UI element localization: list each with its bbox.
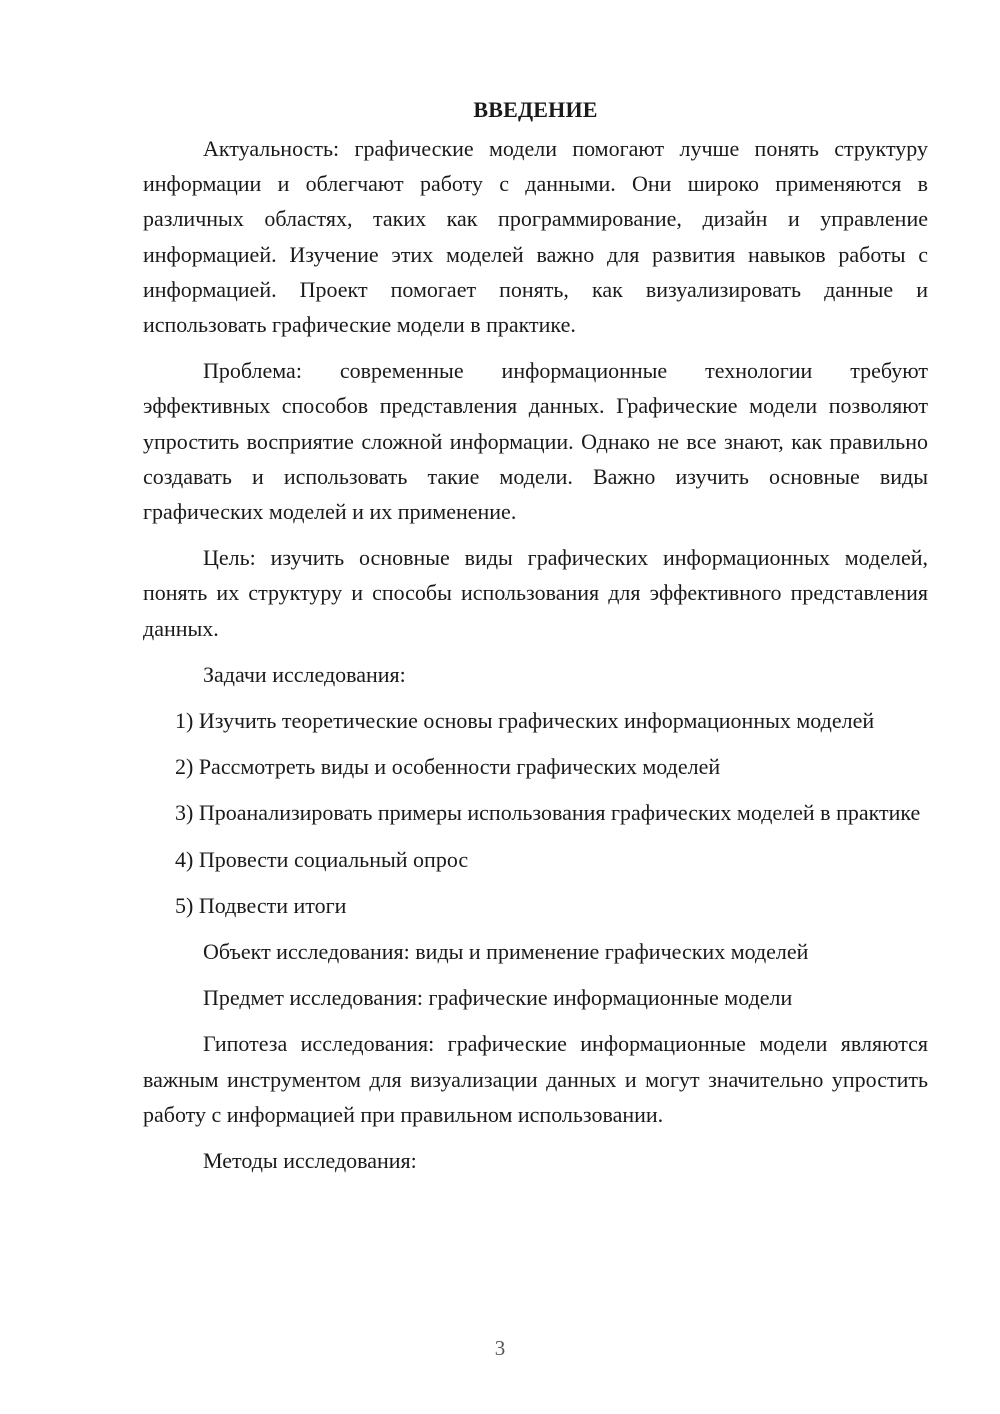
task-item-4: 4) Провести социальный опрос: [175, 846, 469, 872]
tasks-heading: Задачи исследования:: [203, 661, 406, 687]
task-item-5: 5) Подвести итоги: [175, 892, 347, 918]
methods-heading: Методы исследования:: [203, 1148, 417, 1174]
task-item-1: 1) Изучить теоретические основы графических информационных моделей: [175, 708, 875, 734]
paragraph-hypothesis: Гипотеза исследования: графические информационные модели являются важным инструментом для визуализации данных и могут значительно упростить работу с информацией при правильном использовании.: [143, 1031, 928, 1127]
paragraph-goal: Цель: изучить основные виды графических информационных моделей, понять их структуру и способы использования для эффективного представления данных.: [143, 545, 928, 641]
paragraph-problem: Проблема: современные информационные технологии требуют эффективных способов представления данных. Графические модели позволяют упростить восприятие сложной информации. Однако не все знают, как правильно создавать и использовать такие модели. Важно изучить основные виды графических моделей и их применение.: [143, 358, 928, 525]
page-number: 3: [494, 1336, 506, 1360]
task-item-2: 2) Рассмотреть виды и особенности графических моделей: [175, 754, 721, 780]
page-content: [143, 92, 928, 1189]
task-item-3: 3) Проанализировать примеры использования графических моделей в практике: [175, 800, 921, 826]
paragraph-subject: Предмет исследования: графические информационные модели: [203, 985, 793, 1011]
paragraph-object: Объект исследования: виды и применение графических моделей: [203, 939, 809, 965]
section-title: ВВЕДЕНИЕ: [473, 97, 598, 122]
paragraph-relevance: Актуальность: графические модели помогают лучше понять структуру информации и облегчают работу с данными. Они широко применяются в различных областях, таких как программирование, дизайн и управление информацией. Изучение этих моделей важно для развития навыков работы с информацией. Проект помогает понять, как визуализировать данные и использовать графические модели в практике.: [143, 136, 928, 338]
